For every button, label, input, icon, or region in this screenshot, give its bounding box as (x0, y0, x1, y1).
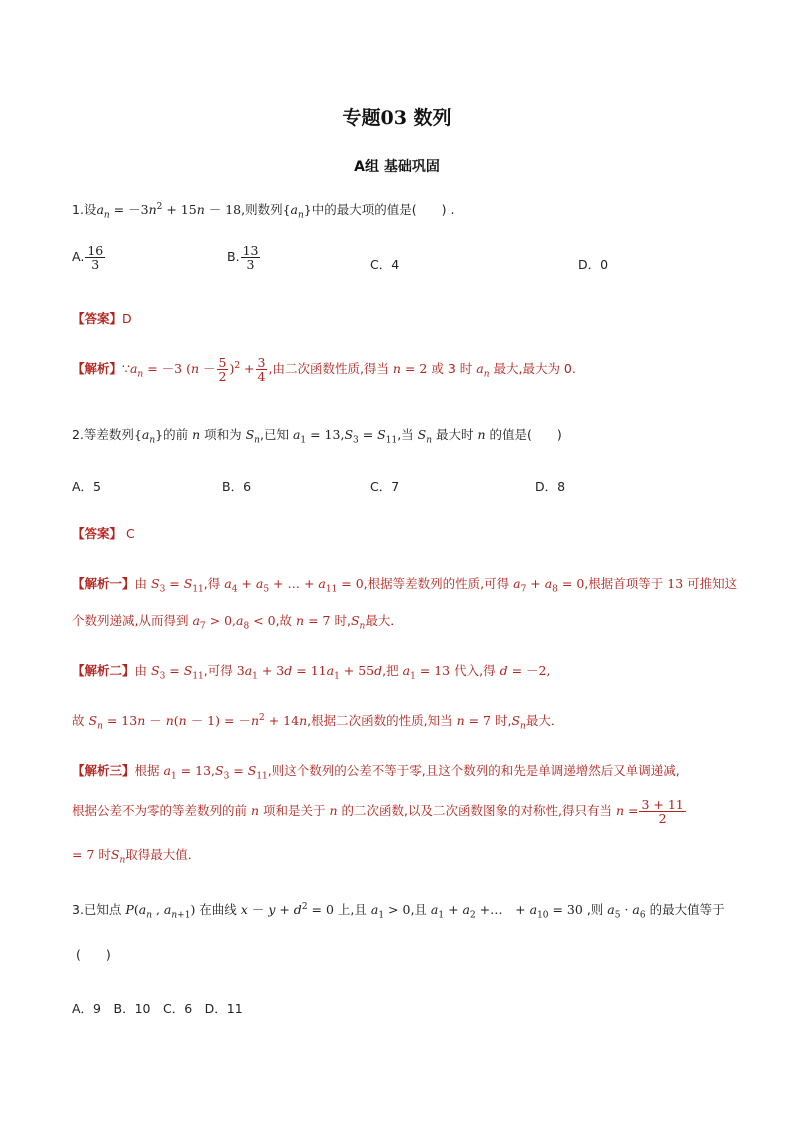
question-2-analysis-1-line-2: 个数列递减,从而得到 $a_7 > 0,a_8 < 0$,故 n = 7 时$,S_n$最大． (72, 613, 403, 632)
question-3-stem: 3.已知点 $P(a_n$ , $a_{n+1}$) 在曲线 $x - y + d^2 = 0$ 上,且 $a_1 > 0$,且 $a_1 + a_2$ +… + $a_{10} = 30$ ,则 $a_5 \cdot a_6$ 的最大值等于 (72, 901, 725, 921)
question-1-choice-a: A. $\frac{16}{3}$ (72, 243, 104, 273)
section-title: A组 基础巩固 (354, 159, 440, 175)
question-1-choice-b: B. $\frac{13}{3}$ (227, 243, 259, 273)
question-1-answer: 【答案】D (72, 311, 132, 326)
question-2-choice-b: B．6 (222, 479, 252, 494)
question-1-stem: 1.设$a_n = -3n^2 + 15n - 18$,则数列$\{a_n\}$中的最大项的值是( ) . (72, 201, 455, 221)
question-2-choice-a: A．5 (72, 479, 102, 494)
question-2-analysis-2-line-2: 故 $S_n = 13n - n(n - 1) = -n^2 + 14n$,根据二次函数的性质,知当 n = 7 时$,S_n$最大． (72, 712, 564, 732)
question-1-choice-c: C．4 (370, 257, 400, 272)
question-3-choices: A．9 B．10 C．6 D．11 (72, 1001, 243, 1016)
question-2-choice-d: D．8 (535, 479, 566, 494)
question-2-choice-c: C．7 (370, 479, 400, 494)
question-2-answer: 【答案】 C (72, 526, 135, 541)
question-3-answer-paren: ( ) (76, 947, 111, 962)
question-2-analysis-2-line-1: 【解析二】由 $S_3 = S_{11}$,可得 $3a_1 + 3d = 11a_1 + 55d$,把 $a_1 = 13$ 代入,得 d = －2, (72, 663, 551, 682)
question-2-analysis-3-line-1: 【解析三】根据 $a_1 = 13,S_3 = S_{11}$,则这个数列的公差不等于零,且这个数列的和先是单调递增然后又单调递减, (72, 763, 680, 782)
question-2-analysis-3-line-3: = 7 时$S_n$取得最大值． (72, 847, 201, 866)
question-2-stem: 2.等差数列$\{a_n\}$的前 n 项和为 $S_n$,已知 $a_1 = 13,S_3 = S_{11}$,当 $S_n$ 最大时 n 的值是( ) (72, 427, 562, 446)
question-2-analysis-3-line-2: 根据公差不为零的等差数列的前 n 项和是关于 n 的二次函数,以及二次函数图象的对称性,得只有当 n = $\frac{3 + 11}{2}$ (72, 797, 684, 827)
page-title: 专题03 数列 (342, 107, 452, 129)
question-2-analysis-1-line-1: 【解析一】由 $S_3 = S_{11}$,得 $a_4 + a_5$ + … + $a_{11} = 0$,根据等差数列的性质,可得 $a_7 + a_8 = 0$,根据首项等于 13 可推知这 (72, 576, 738, 595)
question-1-choice-d: D．0 (578, 257, 609, 272)
question-1-analysis: 【解析】$\because a_n = -3$ (n － $\frac{5}{2}$ )$^2$ + $\frac{3}{4}$ ,由二次函数性质,得当 n = 2 或 3 时 $a_n$ 最大,最大为 0. (72, 355, 576, 385)
